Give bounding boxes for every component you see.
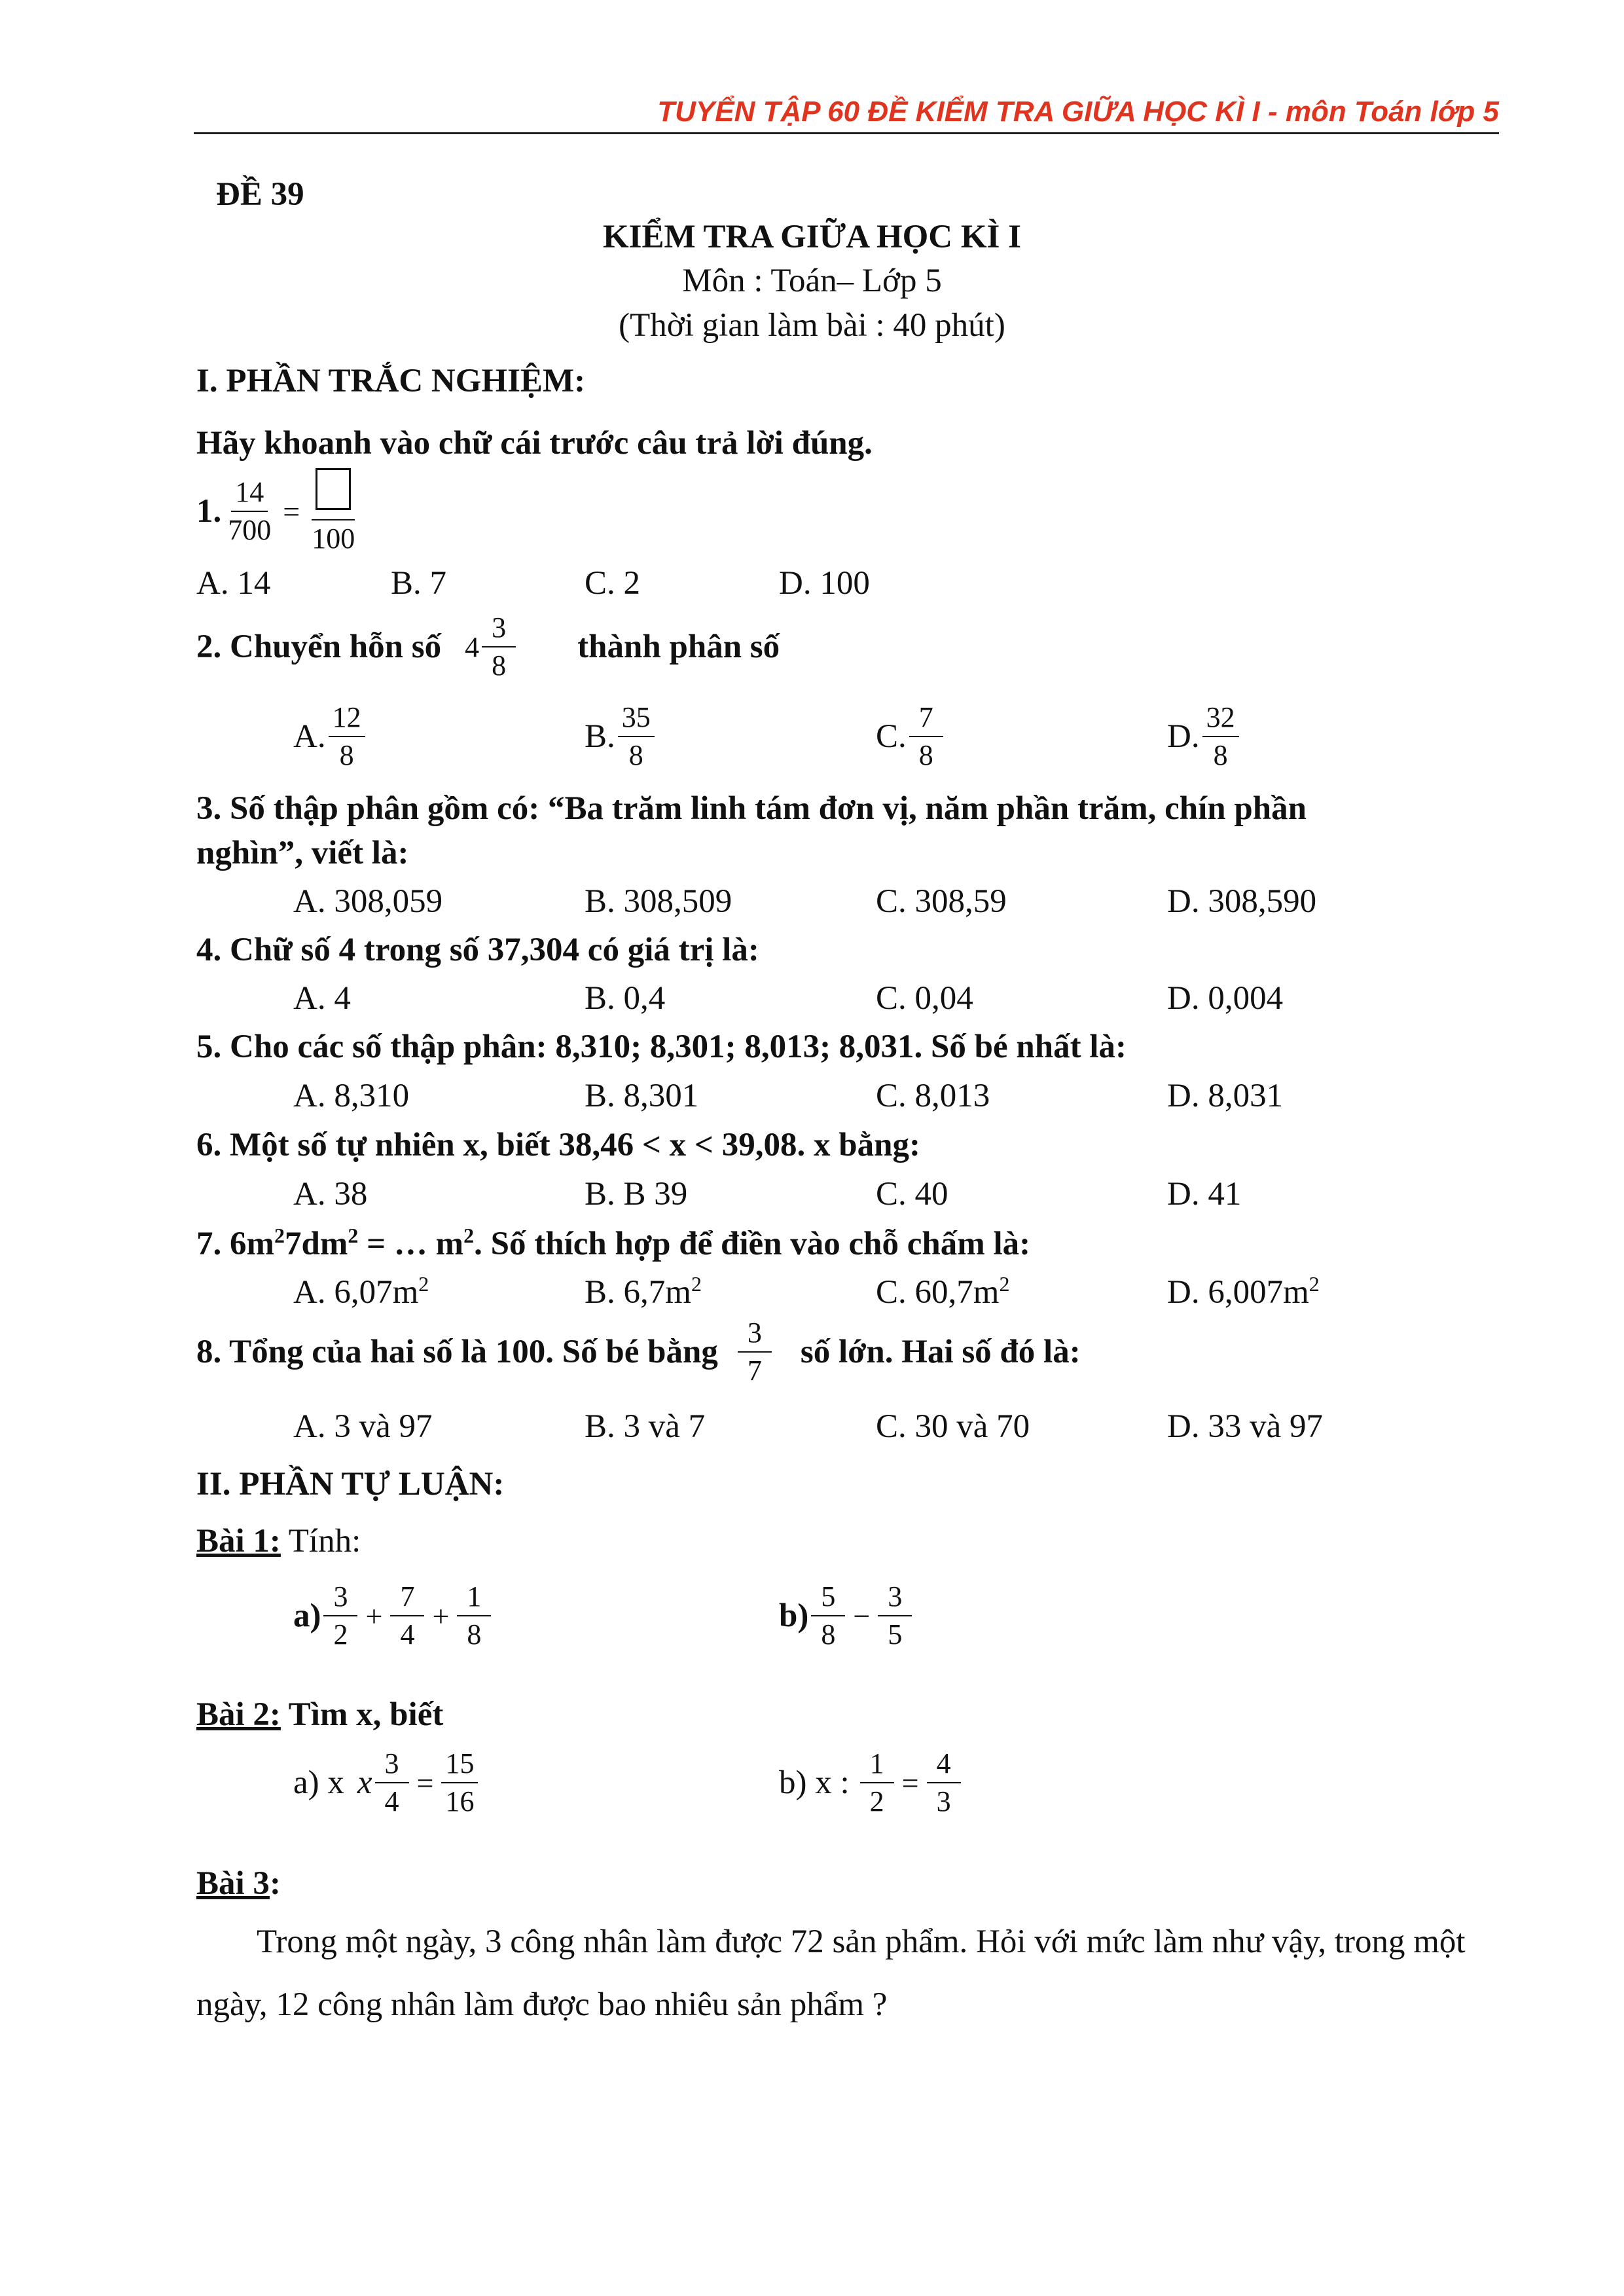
bai2-part-a bbox=[293, 1748, 480, 1818]
q3-option-b[interactable]: B. 308,509 bbox=[585, 883, 732, 920]
q1-denominator-right: 100 bbox=[312, 522, 355, 555]
bai2-a-denominator: 4 bbox=[384, 1785, 399, 1818]
bai1-a-label: a) bbox=[293, 1597, 321, 1635]
bai2-b-result-denominator: 3 bbox=[936, 1785, 951, 1818]
q2-option-a-denominator: 8 bbox=[339, 739, 354, 772]
q7-option-a[interactable] bbox=[293, 1272, 429, 1311]
q2-option-d[interactable] bbox=[1167, 702, 1242, 772]
q1-option-a[interactable]: A. 14 bbox=[196, 565, 271, 602]
q7-option-d-sup: 2 bbox=[1308, 1272, 1320, 1296]
bai1-a-f1-numerator: 3 bbox=[323, 1581, 357, 1616]
bai1-a-f3-denominator: 8 bbox=[467, 1618, 482, 1651]
bai1-b-fraction-2 bbox=[878, 1581, 912, 1651]
q2-text-after: thành phân số bbox=[577, 629, 780, 666]
bai2-a-result-numerator: 15 bbox=[441, 1748, 478, 1783]
question-2 bbox=[196, 612, 780, 682]
bai1-a-fraction-1 bbox=[323, 1581, 357, 1651]
q3-option-c[interactable]: C. 308,59 bbox=[876, 883, 1007, 920]
q8-option-b[interactable]: B. 3 và 7 bbox=[585, 1408, 706, 1445]
bai2-a-label: a) x bbox=[293, 1764, 344, 1802]
header-divider bbox=[194, 132, 1499, 134]
q2-option-b-numerator: 35 bbox=[618, 702, 655, 737]
q2-option-c-denominator: 8 bbox=[918, 739, 933, 772]
q2-option-a-numerator: 12 bbox=[329, 702, 365, 737]
bai2-heading bbox=[196, 1696, 443, 1734]
bai2-text: Tìm x, biết bbox=[280, 1696, 444, 1733]
bai2-b-fraction bbox=[860, 1748, 894, 1818]
exam-subject: Môn : Toán– Lớp 5 bbox=[682, 263, 942, 299]
part1-instruction: Hãy khoanh vào chữ cái trước câu trả lời đúng. bbox=[196, 425, 873, 462]
bai1-b-f1-numerator: 5 bbox=[811, 1581, 845, 1616]
q2-option-c-numerator: 7 bbox=[909, 702, 943, 737]
q8-option-a[interactable]: A. 3 và 97 bbox=[293, 1408, 433, 1445]
q4-option-d[interactable]: D. 0,004 bbox=[1167, 980, 1284, 1017]
q7-part3: = … m bbox=[358, 1226, 464, 1262]
bai1-a-f2-numerator: 7 bbox=[390, 1581, 424, 1616]
q5-option-c[interactable]: C. 8,013 bbox=[876, 1078, 990, 1114]
q2-option-c[interactable] bbox=[876, 702, 946, 772]
plus-operator: + bbox=[365, 1599, 383, 1633]
q7-part1: 7. 6m bbox=[196, 1226, 274, 1262]
bai2-part-b bbox=[779, 1748, 964, 1818]
q5-option-b[interactable]: B. 8,301 bbox=[585, 1078, 699, 1114]
q7-option-c[interactable] bbox=[876, 1272, 1009, 1311]
q2-numerator: 3 bbox=[482, 612, 516, 647]
q8-option-d[interactable]: D. 33 và 97 bbox=[1167, 1408, 1323, 1445]
bai1-b-fraction-1 bbox=[811, 1581, 845, 1651]
exam-time: (Thời gian làm bài : 40 phút) bbox=[619, 307, 1005, 344]
q5-text: 5. Cho các số thập phân: 8,310; 8,301; 8,013; 8,031. Số bé nhất là: bbox=[196, 1029, 1127, 1065]
bai3-heading bbox=[196, 1865, 281, 1903]
q7-option-c-text: C. 60,7m bbox=[876, 1274, 1000, 1311]
bai2-a-numerator: 3 bbox=[375, 1748, 409, 1783]
q4-option-c[interactable]: C. 0,04 bbox=[876, 980, 973, 1017]
answer-blank-box[interactable] bbox=[316, 468, 351, 510]
q6-option-d[interactable]: D. 41 bbox=[1167, 1176, 1242, 1212]
bai1-a-fraction-3 bbox=[457, 1581, 491, 1651]
q1-fraction-right bbox=[308, 468, 359, 555]
q2-option-b[interactable] bbox=[585, 702, 657, 772]
bai1-heading bbox=[196, 1522, 361, 1560]
q7-option-b-sup: 2 bbox=[691, 1272, 702, 1296]
exam-title: KIỂM TRA GIỮA HỌC KÌ I bbox=[602, 219, 1022, 255]
bai1-part-a bbox=[293, 1581, 494, 1651]
bai1-part-b bbox=[779, 1581, 914, 1651]
q2-option-b-denominator: 8 bbox=[628, 739, 643, 772]
q8-denominator: 7 bbox=[747, 1355, 762, 1387]
q2-option-d-denominator: 8 bbox=[1213, 739, 1228, 772]
equals-operator: = bbox=[416, 1766, 434, 1800]
q2-option-a[interactable] bbox=[293, 702, 368, 772]
q7-part4: . Số thích hợp để điền vào chỗ chấm là: bbox=[474, 1226, 1031, 1262]
q7-option-d[interactable] bbox=[1167, 1272, 1320, 1311]
q2-denominator: 8 bbox=[492, 649, 507, 682]
q7-sup3: 2 bbox=[463, 1224, 475, 1247]
q6-text: 6. Một số tự nhiên x, biết 38,46 < x < 39,08. x bằng: bbox=[196, 1127, 920, 1163]
q7-text bbox=[196, 1224, 1030, 1263]
bai2-a-times: x bbox=[357, 1764, 372, 1802]
bai1-b-label: b) bbox=[779, 1597, 809, 1635]
bai2-b-denominator: 2 bbox=[869, 1785, 884, 1818]
q3-text-line2: nghìn”, viết là: bbox=[196, 835, 409, 871]
bai2-b-result-fraction bbox=[927, 1748, 961, 1818]
bai1-text: Tính: bbox=[280, 1523, 361, 1559]
q4-option-a[interactable]: A. 4 bbox=[293, 980, 351, 1017]
bai2-a-result-denominator: 16 bbox=[445, 1785, 475, 1818]
bai3-colon: : bbox=[269, 1865, 281, 1902]
question-8 bbox=[196, 1317, 1081, 1387]
q1-numerator: 14 bbox=[231, 477, 268, 512]
q3-option-d[interactable]: D. 308,590 bbox=[1167, 883, 1317, 920]
bai1-b-f2-denominator: 5 bbox=[888, 1618, 903, 1651]
q1-number: 1. bbox=[196, 493, 222, 530]
q3-text-line1: 3. Số thập phân gồm có: “Ba trăm linh tám đơn vị, năm phần trăm, chín phần bbox=[196, 790, 1307, 827]
bai2-b-result-numerator: 4 bbox=[927, 1748, 961, 1783]
q1-option-d[interactable]: D. 100 bbox=[779, 565, 870, 602]
q6-option-c[interactable]: C. 40 bbox=[876, 1176, 948, 1212]
q3-option-a[interactable]: A. 308,059 bbox=[293, 883, 443, 920]
q4-text: 4. Chữ số 4 trong số 37,304 có giá trị là: bbox=[196, 932, 759, 968]
q1-option-b[interactable]: B. 7 bbox=[391, 565, 447, 602]
q7-option-a-text: A. 6,07m bbox=[293, 1274, 419, 1311]
q8-text-after: số lớn. Hai số đó là: bbox=[800, 1334, 1081, 1371]
bai2-a-fraction bbox=[375, 1748, 409, 1818]
q1-equals: = bbox=[283, 494, 300, 528]
q7-option-b-text: B. 6,7m bbox=[585, 1274, 691, 1311]
q1-denominator: 700 bbox=[228, 514, 272, 547]
page-header-title: TUYỂN TẬP 60 ĐỀ KIỂM TRA GIỮA HỌC KÌ I - môn Toán lớp 5 bbox=[657, 96, 1499, 128]
q2-option-d-numerator: 32 bbox=[1202, 702, 1239, 737]
q2-whole-part: 4 bbox=[465, 630, 480, 663]
q2-option-b-label: B. bbox=[585, 718, 615, 756]
part1-heading: I. PHẦN TRẮC NGHIỆM: bbox=[196, 363, 586, 399]
bai2-b-label: b) x : bbox=[779, 1764, 850, 1802]
bai1-label: Bài 1: bbox=[196, 1523, 281, 1559]
bai2-b-numerator: 1 bbox=[860, 1748, 894, 1783]
equals-operator: = bbox=[901, 1766, 919, 1800]
q7-part2: 7dm bbox=[284, 1226, 348, 1262]
q1-fraction-left bbox=[224, 477, 275, 547]
minus-operator: − bbox=[853, 1599, 871, 1633]
bai2-label: Bài 2: bbox=[196, 1696, 281, 1733]
q5-option-d[interactable]: D. 8,031 bbox=[1167, 1078, 1284, 1114]
bai1-a-f2-denominator: 4 bbox=[400, 1618, 415, 1651]
q8-option-c[interactable]: C. 30 và 70 bbox=[876, 1408, 1030, 1445]
q6-option-a[interactable]: A. 38 bbox=[293, 1176, 368, 1212]
q1-option-c[interactable]: C. 2 bbox=[585, 565, 641, 602]
bai3-problem-text: Trong một ngày, 3 công nhân làm được 72 sản phẩm. Hỏi với mức làm như vậy, trong một ngày, 12 công nhân làm được bao nhiêu sản phẩm ? bbox=[196, 1923, 1466, 2023]
plus-operator: + bbox=[432, 1599, 450, 1633]
q7-option-b[interactable] bbox=[585, 1272, 702, 1311]
q2-option-d-label: D. bbox=[1167, 718, 1200, 756]
q5-option-a[interactable]: A. 8,310 bbox=[293, 1078, 410, 1114]
part2-heading: II. PHẦN TỰ LUẬN: bbox=[196, 1466, 505, 1503]
q4-option-b[interactable]: B. 0,4 bbox=[585, 980, 666, 1017]
q2-option-c-label: C. bbox=[876, 718, 907, 756]
bai1-b-f1-denominator: 8 bbox=[821, 1618, 836, 1651]
q7-option-d-text: D. 6,007m bbox=[1167, 1274, 1309, 1311]
bai3-label: Bài 3 bbox=[196, 1865, 270, 1902]
q7-sup1: 2 bbox=[274, 1224, 285, 1247]
q7-sup2: 2 bbox=[348, 1224, 359, 1247]
bai1-a-f1-denominator: 2 bbox=[333, 1618, 348, 1651]
q2-option-a-label: A. bbox=[293, 718, 326, 756]
q7-option-c-sup: 2 bbox=[999, 1272, 1010, 1296]
bai1-a-fraction-2 bbox=[390, 1581, 424, 1651]
q8-text: 8. Tổng của hai số là 100. Số bé bằng bbox=[196, 1334, 718, 1371]
q8-numerator: 3 bbox=[738, 1317, 772, 1353]
q6-option-b[interactable]: B. B 39 bbox=[585, 1176, 688, 1212]
question-1 bbox=[196, 468, 361, 555]
q8-fraction bbox=[738, 1317, 772, 1387]
bai1-b-f2-numerator: 3 bbox=[878, 1581, 912, 1616]
q7-option-a-sup: 2 bbox=[418, 1272, 429, 1296]
bai1-a-f3-numerator: 1 bbox=[457, 1581, 491, 1616]
exam-number: ĐỀ 39 bbox=[216, 176, 304, 213]
q2-mixed-fraction bbox=[482, 612, 516, 682]
bai2-a-result-fraction bbox=[441, 1748, 478, 1818]
q2-text: 2. Chuyển hỗn số bbox=[196, 629, 442, 666]
